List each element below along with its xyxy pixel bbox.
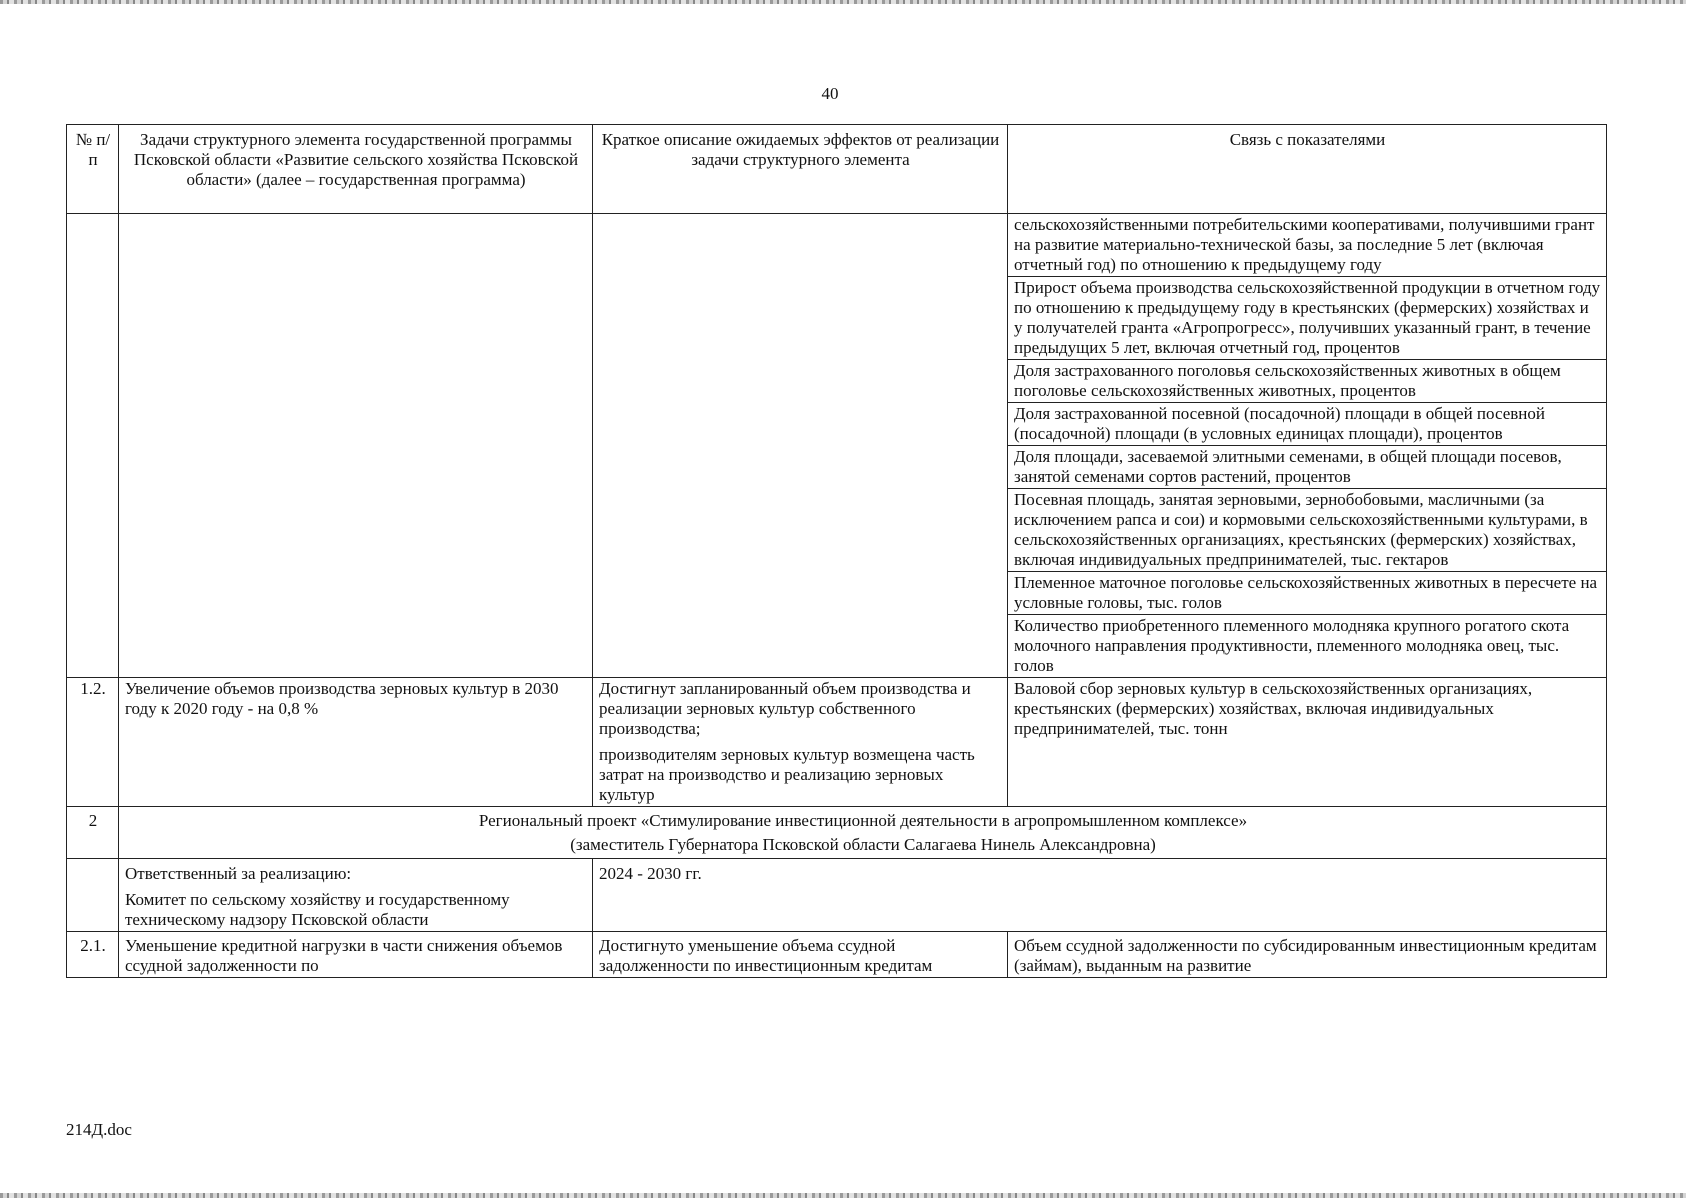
- table-row-2-1: [67, 932, 1607, 978]
- indicator-cell: Посевная площадь, занятая зерновыми, зернобобовыми, масличными (за исключением рапса и сои) и кормовыми сельскохозяйственными культурами, в сельскохозяйственных организациях, крестьянских (фермерских) хозяйствах, включая индивидуальных предпринимателей, тыс. гектаров: [1008, 489, 1607, 572]
- project-cell: [119, 807, 1607, 859]
- table-row-responsible: [67, 859, 1607, 932]
- indicator-cell: сельскохозяйственными потребительскими кооперативами, получившими грант на развитие материально-технической базы, за последние 5 лет (включая отчетный год) по отношению к предыдущему году: [1008, 214, 1607, 277]
- table-row-2: [67, 807, 1607, 859]
- indicator-cell: Прирост объема производства сельскохозяйственной продукции в отчетном году по отношению к предыдущему году в крестьянских (фермерских) хозяйствах и у получателей гранта «Агропрогресс», получивших указанный грант, в течение предыдущих 5 лет, включая отчетный год, процентов: [1008, 277, 1607, 360]
- row-number: 2: [67, 807, 119, 859]
- project-title: Региональный проект «Стимулирование инвестиционной деятельности в агропромышленном комплексе»: [478, 811, 1248, 830]
- responsible-org: Комитет по сельскому хозяйству и государственному техническому надзору Псковской области: [125, 890, 510, 929]
- page-number: 40: [821, 84, 839, 103]
- task-cell: Уменьшение кредитной нагрузки в части снижения объемов ссудной задолженности по: [119, 932, 593, 978]
- indicator-cell: Доля застрахованной посевной (посадочной) площади в общей посевной (посадочной) площади (в условных единицах площади), процентов: [1008, 403, 1607, 446]
- project-curator: (заместитель Губернатора Псковской области Салагаева Нинель Александровна): [570, 835, 1156, 854]
- cell-num-empty: [67, 859, 119, 932]
- indicator-cell: Валовой сбор зерновых культур в сельскохозяйственных организациях, крестьянских (фермерских) хозяйствах, включая индивидуальных предпринимателей, тыс. тонн: [1008, 678, 1607, 807]
- cell-num-empty: [67, 214, 119, 678]
- row-number: 2.1.: [67, 932, 119, 978]
- responsible-label: Ответственный за реализацию:: [125, 864, 352, 883]
- indicator-cell: Племенное маточное поголовье сельскохозяйственных животных в пересчете на условные головы, тыс. голов: [1008, 572, 1607, 615]
- footer-filename: 214Д.doc: [66, 1120, 132, 1139]
- indicator-cell: Доля застрахованного поголовья сельскохозяйственных животных в общем поголовье сельскохозяйственных животных, процентов: [1008, 360, 1607, 403]
- indicator-cell: Доля площади, засеваемой элитными семенами, в общей площади посевов, занятой семенами сортов растений, процентов: [1008, 446, 1607, 489]
- period-cell: 2024 - 2030 гг.: [593, 859, 1607, 932]
- indicator-cell: Объем ссудной задолженности по субсидированным инвестиционным кредитам (займам), выданным на развитие: [1008, 932, 1607, 978]
- row-number: 1.2.: [67, 678, 119, 807]
- effect-paragraph: производителям зерновых культур возмещена часть затрат на производство и реализацию зерновых культур: [599, 745, 975, 804]
- program-table: [66, 124, 1607, 978]
- task-cell: Увеличение объемов производства зерновых культур в 2030 году к 2020 году - на 0,8 %: [119, 678, 593, 807]
- header-indicators: Связь с показателями: [1008, 125, 1607, 214]
- table-header-row: [67, 125, 1607, 214]
- scan-edge-top: [0, 0, 1686, 4]
- cell-effect-empty: [593, 214, 1008, 678]
- table-row-1-2: [67, 678, 1607, 807]
- indicator-cell: Количество приобретенного племенного молодняка крупного рогатого скота молочного направления продуктивности, племенного молодняка овец, тыс. голов: [1008, 615, 1607, 678]
- responsible-cell: [119, 859, 593, 932]
- effect-cell: Достигнуто уменьшение объема ссудной задолженности по инвестиционным кредитам: [593, 932, 1008, 978]
- cell-task-empty: [119, 214, 593, 678]
- table-row: [67, 214, 1607, 277]
- header-num: № п/п: [67, 125, 119, 214]
- effect-cell: [593, 678, 1008, 807]
- scan-edge-bottom: [0, 1193, 1686, 1198]
- header-effects: Краткое описание ожидаемых эффектов от реализации задачи структурного элемента: [593, 125, 1008, 214]
- header-tasks: Задачи структурного элемента государственной программы Псковской области «Развитие сельского хозяйства Псковской области» (далее – государственная программа): [119, 125, 593, 214]
- effect-paragraph: Достигнут запланированный объем производства и реализации зерновых культур собственного производства;: [599, 679, 971, 738]
